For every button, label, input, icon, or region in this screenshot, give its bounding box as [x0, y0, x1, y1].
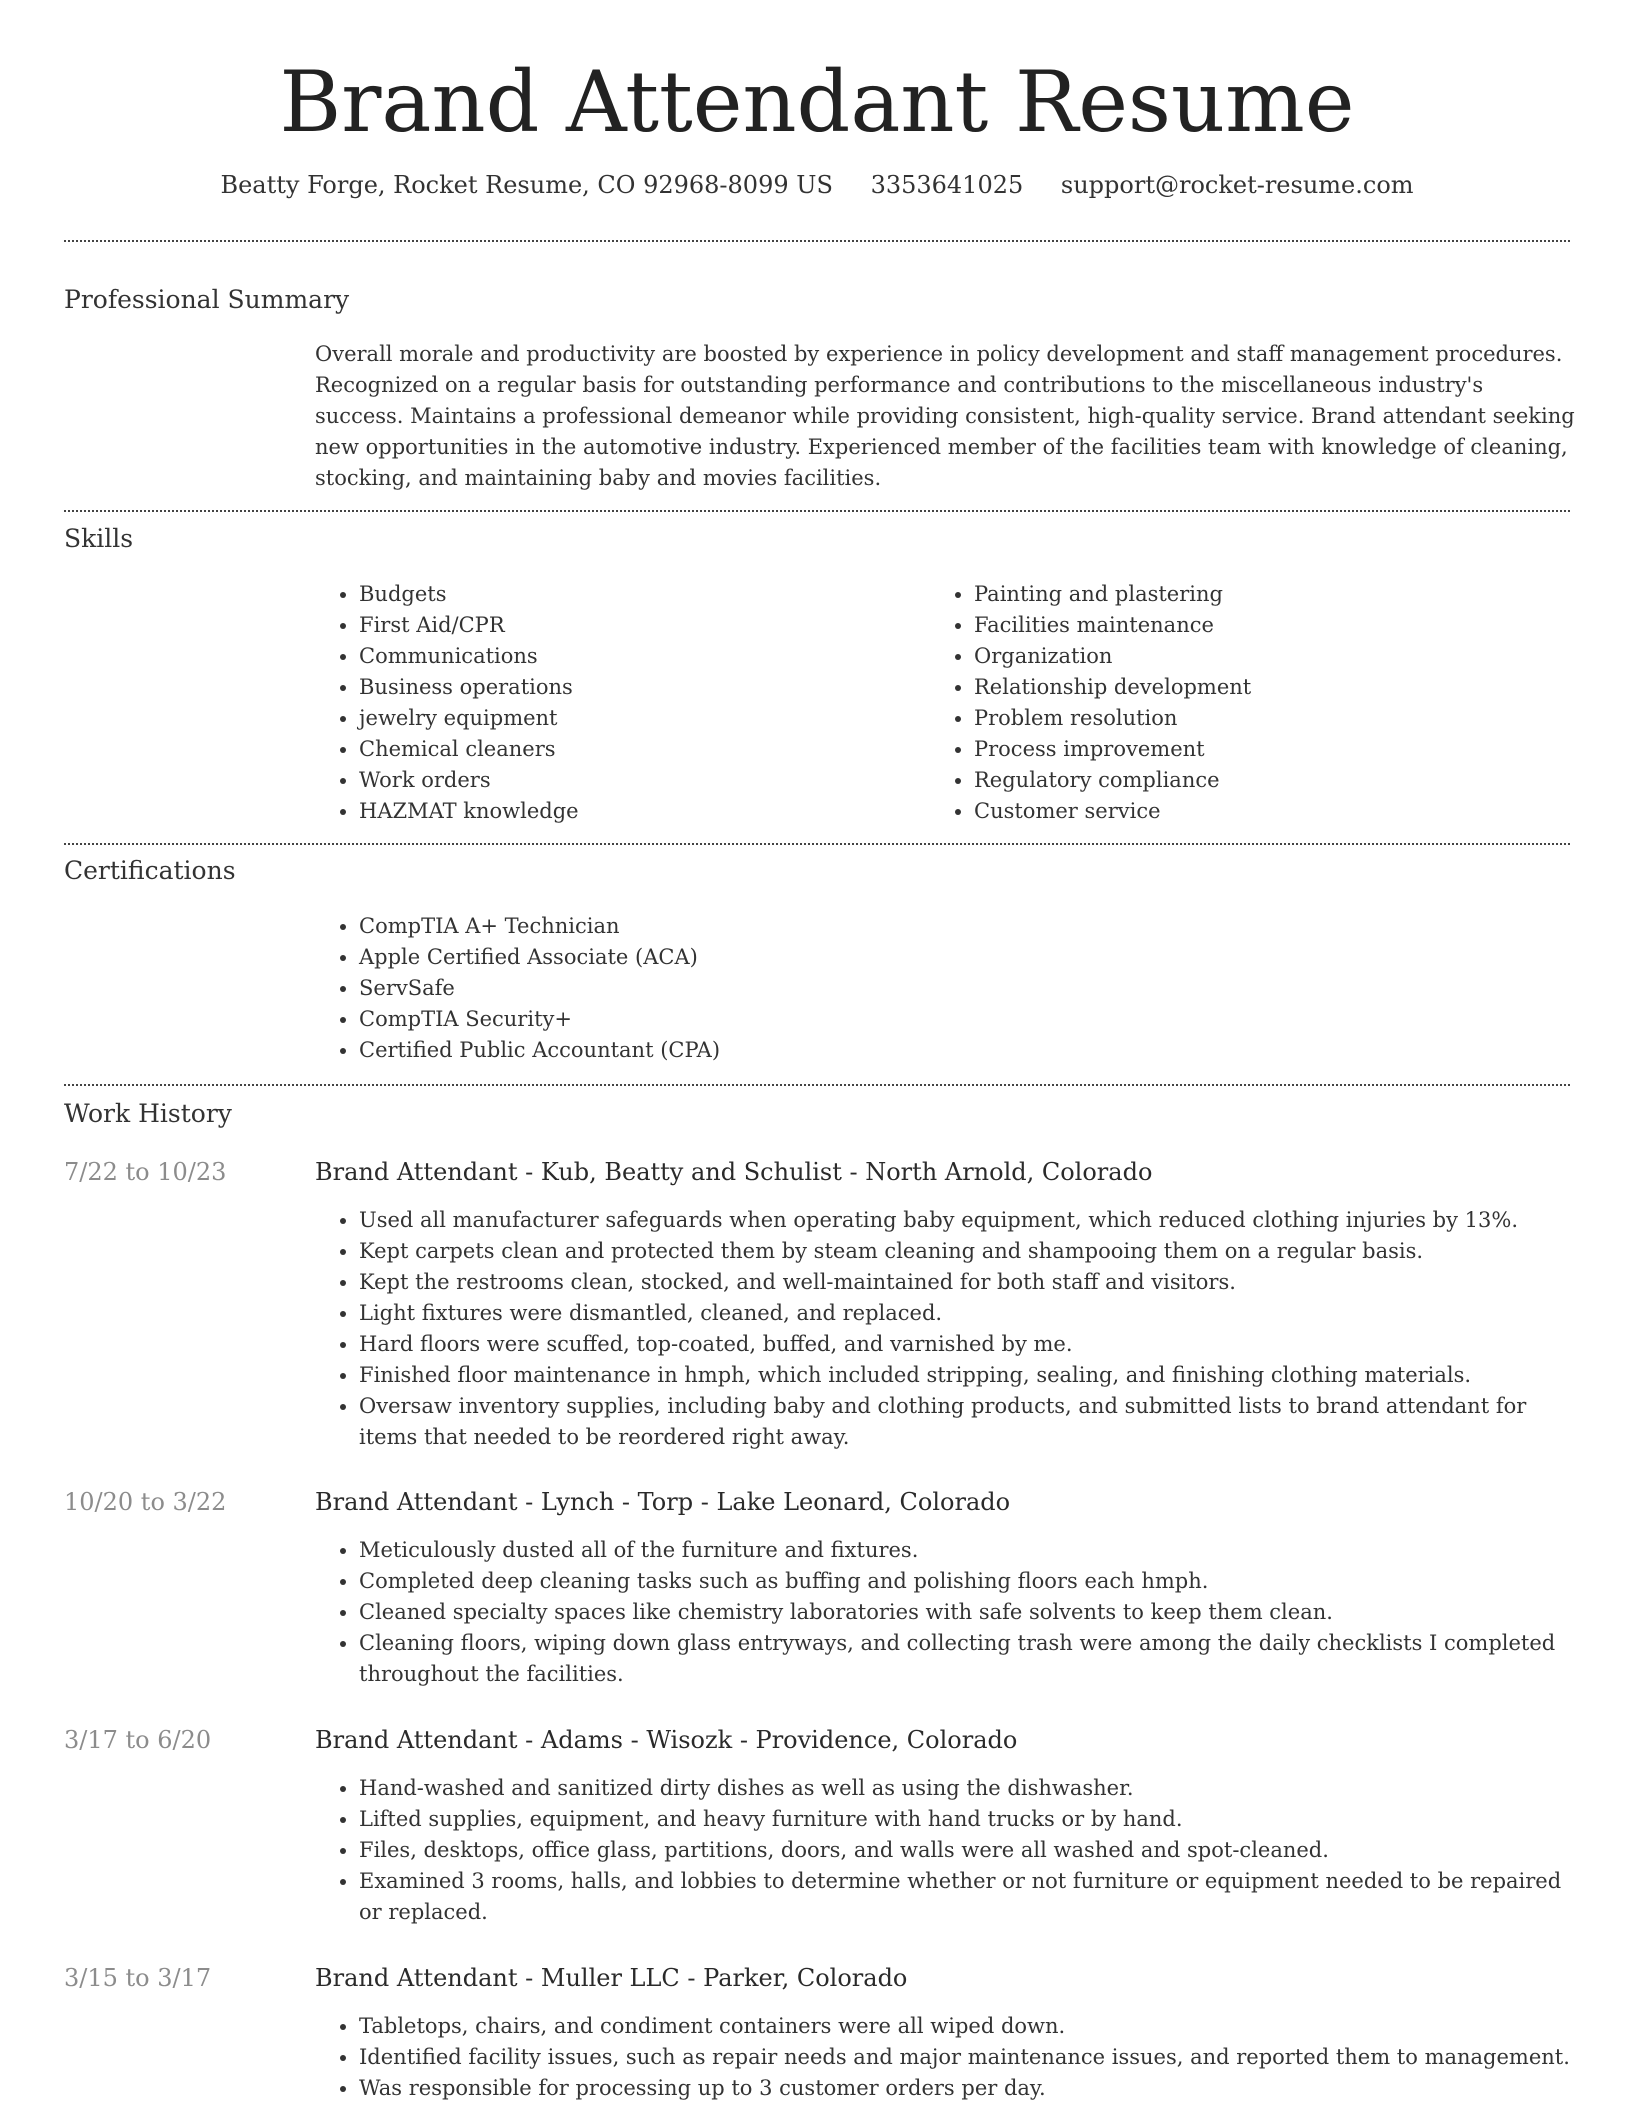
job-bullets — [315, 2011, 1589, 2104]
job-bullet: • Hard floors were scuffed, top-coated, buffed, and varnished by me. — [359, 1329, 1589, 1360]
divider — [64, 1084, 1570, 1086]
skill-item: • Relationship development — [974, 672, 1574, 703]
divider — [64, 843, 1570, 845]
job-bullet: • Kept the restrooms clean, stocked, and well-maintained for both staff and visitors. — [359, 1267, 1589, 1298]
certification-item: • ServSafe — [359, 973, 1559, 1004]
skill-item: • Problem resolution — [974, 703, 1574, 734]
skill-item: • Budgets — [359, 579, 919, 610]
skill-item: • First Aid/CPR — [359, 610, 919, 641]
section-heading-certifications: Certifications — [64, 856, 236, 885]
job-bullet: • Files, desktops, office glass, partitions, doors, and walls were all washed and spot-cleaned. — [359, 1835, 1589, 1866]
job-dates: 10/20 to 3/22 — [64, 1488, 227, 1516]
job-title: Brand Attendant - Adams - Wisozk - Providence, Colorado — [315, 1726, 1018, 1754]
job-dates: 3/15 to 3/17 — [64, 1964, 212, 1992]
job-bullet: • Light fixtures were dismantled, cleaned, and replaced. — [359, 1298, 1589, 1329]
job-dates: 3/17 to 6/20 — [64, 1726, 212, 1754]
skill-item: • Organization — [974, 641, 1574, 672]
summary-text: Overall morale and productivity are boosted by experience in policy development and staff management procedures. Recognized on a regular basis for outstanding performance and contributions to the miscellaneous industry's success. Maintains a professional demeanor while providing consistent, high-quality service. Brand attendant seeking new opportunities in the automotive industry. Experienced member of the facilities team with knowledge of cleaning, stocking, and maintaining baby and movies facilities. — [315, 342, 1575, 490]
contact-phone: 3353641025 — [870, 171, 1024, 199]
job-bullet: • Hand-washed and sanitized dirty dishes as well as using the dishwasher. — [359, 1773, 1589, 1804]
section-heading-summary: Professional Summary — [64, 285, 350, 314]
job-title: Brand Attendant - Kub, Beatty and Schulist - North Arnold, Colorado — [315, 1158, 1153, 1186]
certification-item: • Apple Certified Associate (ACA) — [359, 942, 1559, 973]
job-bullet: • Kept carpets clean and protected them by steam cleaning and shampooing them on a regular basis. — [359, 1236, 1589, 1267]
contact-address: Beatty Forge, Rocket Resume, CO 92968-8099 US — [220, 171, 833, 199]
skill-item: • HAZMAT knowledge — [359, 796, 919, 827]
skill-item: • Painting and plastering — [974, 579, 1574, 610]
contact-email: support@rocket-resume.com — [1060, 171, 1414, 199]
section-heading-skills: Skills — [64, 524, 134, 553]
section-heading-work-history: Work History — [64, 1099, 232, 1128]
skill-item: • Facilities maintenance — [974, 610, 1574, 641]
job-bullet: • Used all manufacturer safeguards when operating baby equipment, which reduced clothing injuries by 13%. — [359, 1205, 1589, 1236]
job-bullet: • Completed deep cleaning tasks such as buffing and polishing floors each hmph. — [359, 1566, 1589, 1597]
job-bullets — [315, 1773, 1589, 1928]
job-bullet: • Meticulously dusted all of the furniture and fixtures. — [359, 1535, 1589, 1566]
divider — [64, 240, 1570, 242]
skills-list-right — [930, 579, 1574, 827]
skill-item: • Process improvement — [974, 734, 1574, 765]
job-bullet: • Oversaw inventory supplies, including baby and clothing products, and submitted lists to brand attendant for items that needed to be reordered right away. — [359, 1391, 1589, 1453]
job-bullet: • Tabletops, chairs, and condiment containers were all wiped down. — [359, 2011, 1589, 2042]
divider — [64, 510, 1570, 512]
job-bullet: • Cleaning floors, wiping down glass entryways, and collecting trash were among the daily checklists I completed throughout the facilities. — [359, 1628, 1589, 1690]
skill-item: • Customer service — [974, 796, 1574, 827]
skill-item: • Communications — [359, 641, 919, 672]
job-bullets — [315, 1205, 1589, 1453]
certification-item: • Certified Public Accountant (CPA) — [359, 1035, 1559, 1066]
certifications-list — [315, 911, 1559, 1066]
job-title: Brand Attendant - Lynch - Torp - Lake Leonard, Colorado — [315, 1488, 1011, 1516]
certification-item: • CompTIA Security+ — [359, 1004, 1559, 1035]
skill-item: • Business operations — [359, 672, 919, 703]
job-title: Brand Attendant - Muller LLC - Parker, Colorado — [315, 1964, 908, 1992]
skill-item: • Work orders — [359, 765, 919, 796]
job-bullet: • Lifted supplies, equipment, and heavy furniture with hand trucks or by hand. — [359, 1804, 1589, 1835]
job-bullets — [315, 1535, 1589, 1690]
job-bullet: • Examined 3 rooms, halls, and lobbies to determine whether or not furniture or equipment needed to be repaired or replaced. — [359, 1866, 1589, 1928]
certification-item: • CompTIA A+ Technician — [359, 911, 1559, 942]
resume-page — [64, 0, 1575, 2112]
contact-line — [64, 168, 1570, 202]
skills-list-left — [315, 579, 919, 827]
skill-item: • Chemical cleaners — [359, 734, 919, 765]
skill-item: • Regulatory compliance — [974, 765, 1574, 796]
job-bullet: • Identified facility issues, such as repair needs and major maintenance issues, and reported them to management. — [359, 2042, 1589, 2073]
skill-item: • jewelry equipment — [359, 703, 919, 734]
job-bullet: • Finished floor maintenance in hmph, which included stripping, sealing, and finishing clothing materials. — [359, 1360, 1589, 1391]
resume-title: Brand Attendant Resume — [279, 53, 1355, 151]
job-dates: 7/22 to 10/23 — [64, 1158, 227, 1186]
job-bullet: • Was responsible for processing up to 3 customer orders per day. — [359, 2073, 1589, 2104]
job-bullet: • Cleaned specialty spaces like chemistry laboratories with safe solvents to keep them clean. — [359, 1597, 1589, 1628]
